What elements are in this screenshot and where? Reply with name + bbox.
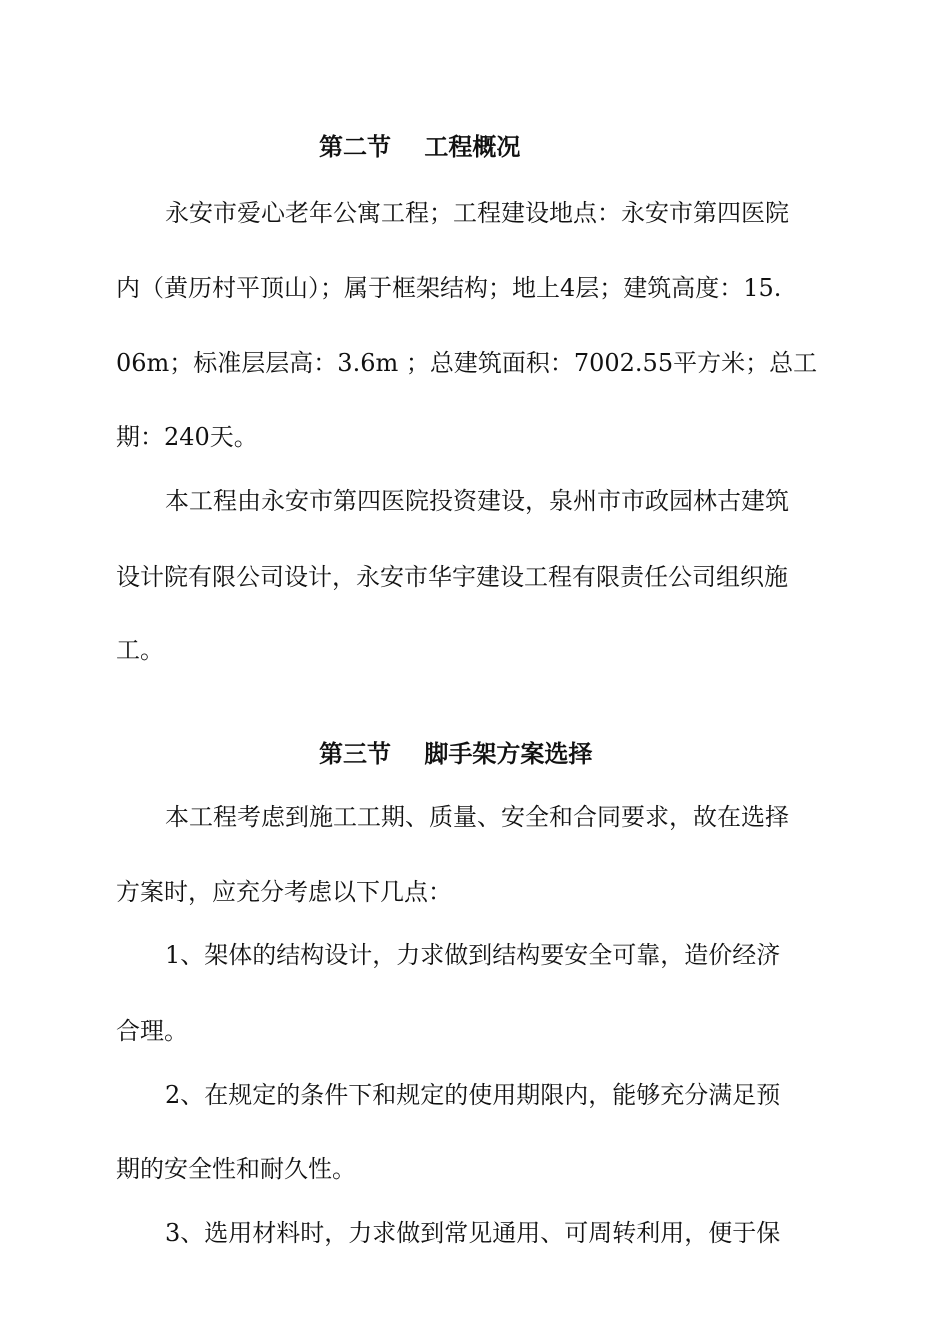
- section-3-heading: 第三节 脚手架方案选择: [319, 740, 593, 768]
- section-2-heading: 第二节 工程概况: [319, 133, 521, 161]
- list-item-line: 合理。: [116, 1017, 188, 1045]
- list-item-line: 1、架体的结构设计，力求做到结构要安全可靠，造价经济: [165, 941, 781, 969]
- paragraph-line: 内（黄历村平顶山）；属于框架结构；地上4层；建筑高度：15.: [116, 274, 782, 302]
- paragraph-line: 方案时，应充分考虑以下几点：: [116, 878, 452, 906]
- paragraph-line: 06m；标准层层高：3.6m ；总建筑面积：7002.55平方米；总工: [116, 349, 818, 377]
- list-item-line: 3、选用材料时，力求做到常见通用、可周转利用，便于保: [165, 1219, 781, 1247]
- paragraph-line: 本工程考虑到施工工期、质量、安全和合同要求，故在选择: [165, 803, 789, 831]
- paragraph-line: 工。: [116, 636, 164, 664]
- paragraph-line: 期：240天。: [116, 423, 258, 451]
- paragraph-line: 设计院有限公司设计，永安市华宇建设工程有限责任公司组织施: [116, 563, 788, 591]
- list-item-line: 期的安全性和耐久性。: [116, 1155, 356, 1183]
- list-item-line: 2、在规定的条件下和规定的使用期限内，能够充分满足预: [165, 1081, 781, 1109]
- paragraph-line: 本工程由永安市第四医院投资建设，泉州市市政园林古建筑: [165, 487, 789, 515]
- paragraph-line: 永安市爱心老年公寓工程；工程建设地点：永安市第四医院: [165, 199, 789, 227]
